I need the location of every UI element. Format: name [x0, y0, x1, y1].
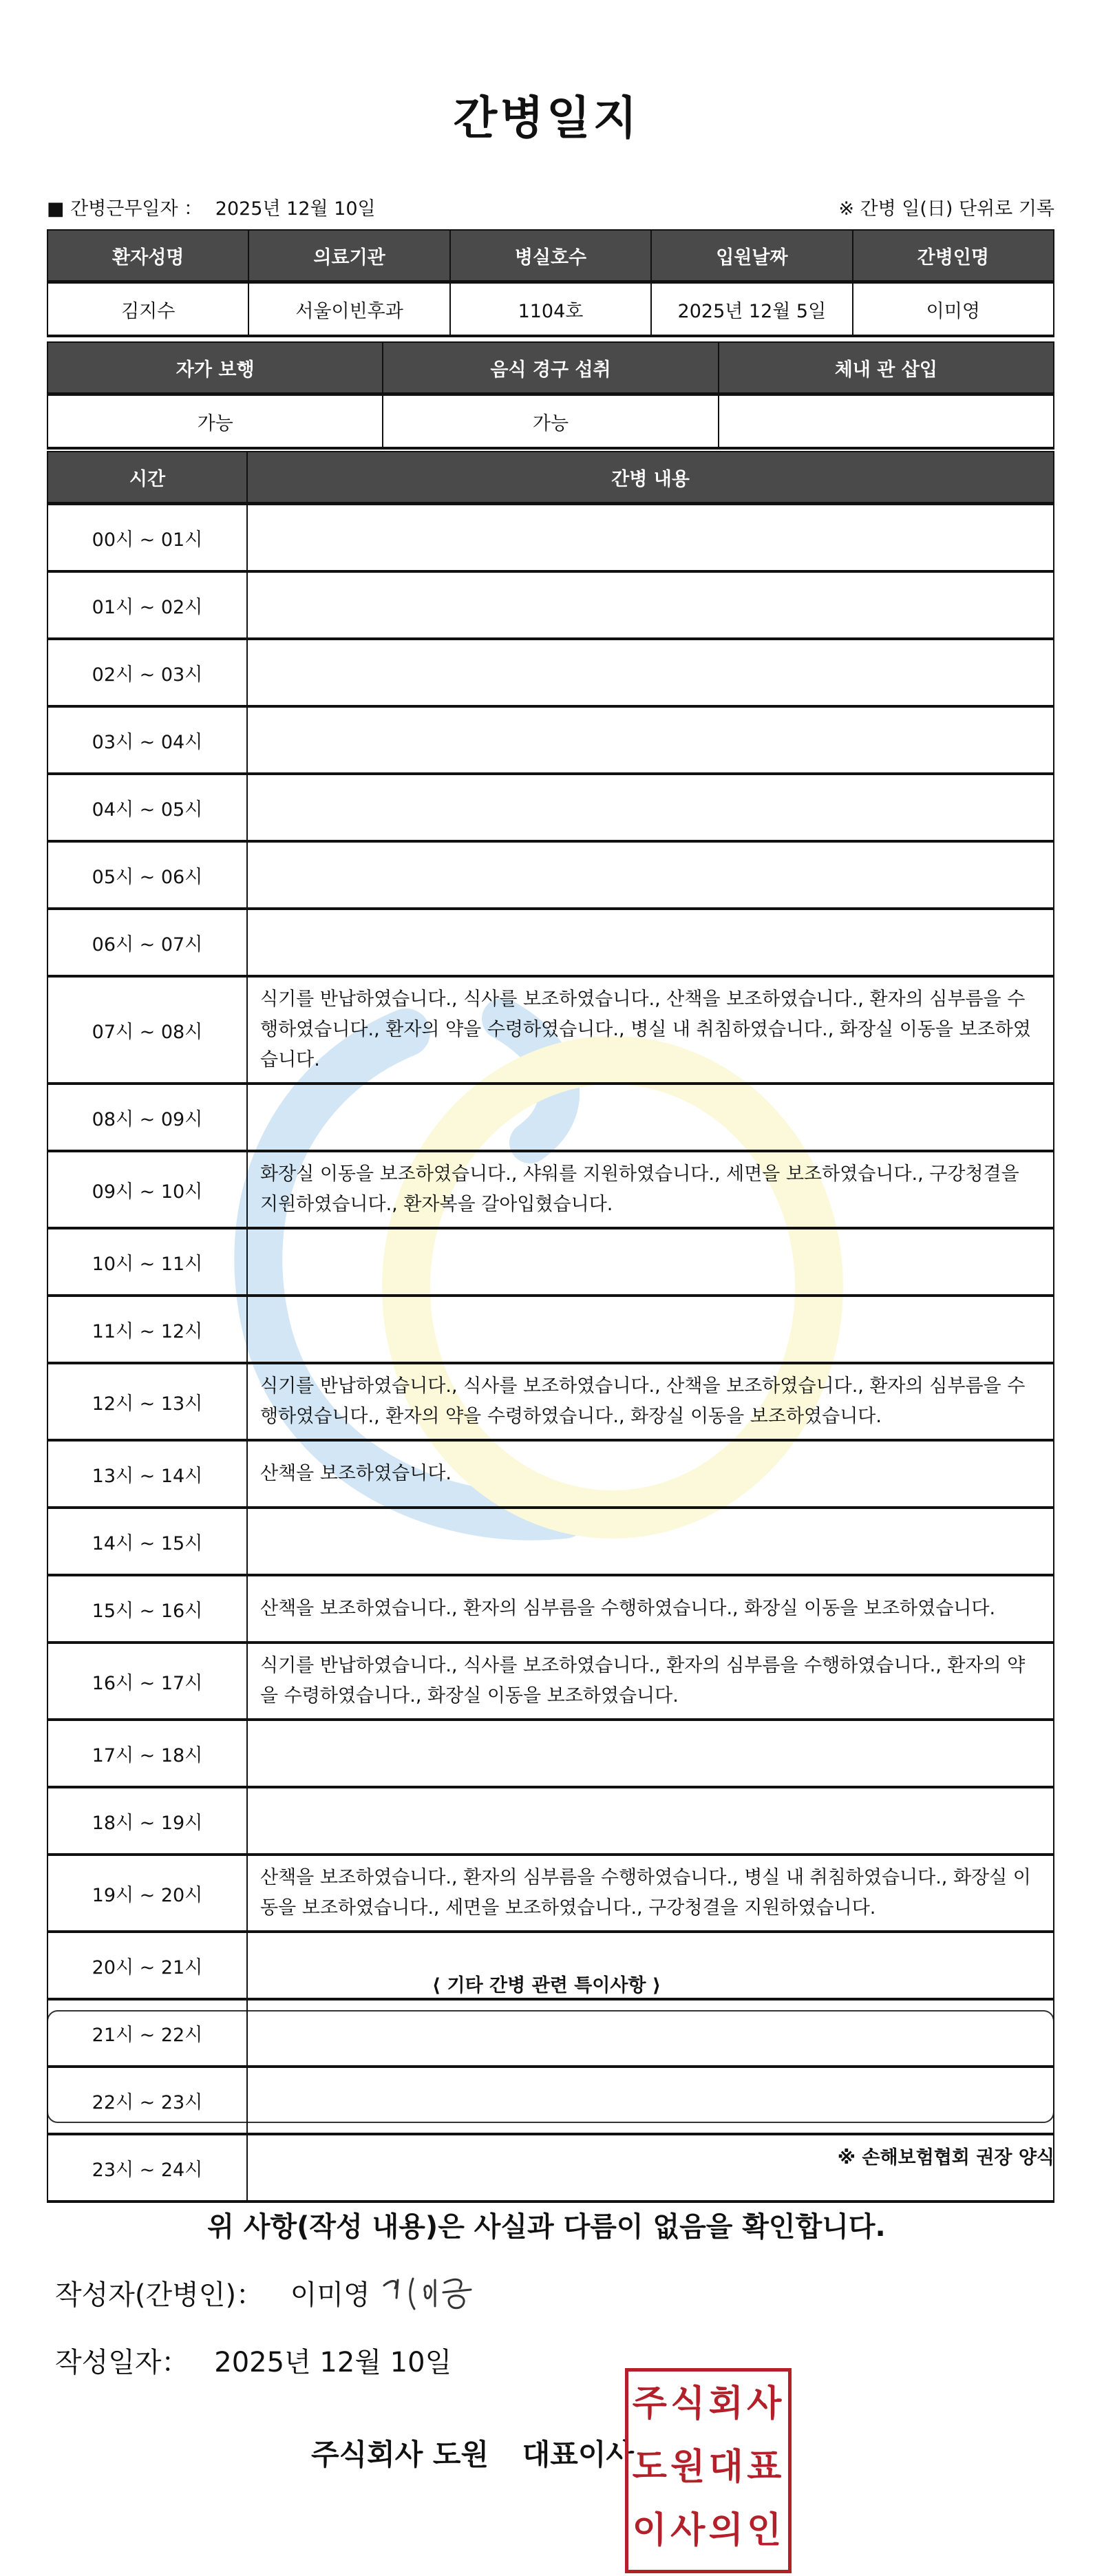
log-row [47, 1508, 1054, 1575]
log-row [47, 1999, 1054, 2067]
confirmation-statement: 위 사항(작성 내용)은 사실과 다름이 없음을 확인합니다. [207, 2211, 886, 2243]
log-content: 식기를 반납하였습니다., 식사를 보조하였습니다., 산책을 보조하였습니다., 환자의 심부름을 수행하였습니다., 환자의 약을 수령하였습니다., 병실 내 취침하였습니다., 화장실 이동을 보조하였습니다. [247, 976, 1054, 1084]
header-oral-intake: 음식 경구 섭취 [383, 342, 718, 394]
header-patient-name: 환자성명 [47, 230, 248, 282]
log-time: 08시 ~ 09시 [47, 1084, 247, 1151]
header-admission-date: 입원날짜 [651, 230, 852, 282]
log-row [47, 1084, 1054, 1151]
log-row [47, 1151, 1054, 1228]
log-content [247, 2067, 1054, 2134]
log-time: 22시 ~ 23시 [47, 2067, 247, 2134]
log-content [247, 504, 1054, 572]
log-content [247, 1084, 1054, 1151]
log-time: 16시 ~ 17시 [47, 1643, 247, 1720]
log-time: 11시 ~ 12시 [47, 1296, 247, 1363]
log-content [247, 1508, 1054, 1575]
seal-char: 인 [747, 2510, 782, 2551]
log-content [247, 2134, 1054, 2202]
writer-label: 작성자(간병인)： [55, 2279, 264, 2311]
representative-title: 대표이사 [522, 2438, 634, 2471]
header-hospital: 의료기관 [248, 230, 449, 282]
work-date [47, 193, 376, 220]
log-time: 18시 ~ 19시 [47, 1787, 247, 1855]
log-row [47, 2067, 1054, 2134]
log-time: 23시 ~ 24시 [47, 2134, 247, 2202]
care-log-table [47, 451, 1054, 2203]
tube-insertion [719, 394, 1054, 449]
log-time: 07시 ~ 08시 [47, 976, 247, 1084]
admission-date: 2025년 12월 5일 [651, 282, 852, 337]
log-row [47, 504, 1054, 572]
header-time: 시간 [47, 452, 247, 504]
oral-intake: 가능 [383, 394, 718, 449]
log-content: 화장실 이동을 보조하였습니다., 샤워를 지원하였습니다., 세면을 보조하였습니다., 구강청결을 지원하였습니다., 환자복을 갈아입혔습니다. [247, 1151, 1054, 1228]
log-content [247, 1720, 1054, 1787]
log-row [47, 571, 1054, 639]
header-room: 병실호수 [450, 230, 651, 282]
log-row [47, 1787, 1054, 1855]
written-date-value: 2025년 12월 10일 [214, 2347, 452, 2378]
log-content: 산책을 보조하였습니다. [247, 1440, 1054, 1508]
company-name: 주식회사 도원 [311, 2438, 489, 2471]
log-time: 00시 ~ 01시 [47, 504, 247, 572]
care-log-body [47, 504, 1054, 2202]
header-caregiver-name: 간병인명 [853, 230, 1054, 282]
seal-char: 사 [747, 2383, 782, 2425]
log-content [247, 1228, 1054, 1296]
self-walking: 가능 [47, 394, 383, 449]
header-care-content: 간병 내용 [247, 452, 1054, 504]
record-unit-note: ※ 간병 일(日) 단위로 기록 [838, 198, 1054, 220]
header-tube-insertion: 체내 관 삽입 [719, 342, 1054, 394]
seal-characters [630, 2372, 783, 2562]
log-content [247, 1296, 1054, 1363]
log-content [247, 774, 1054, 841]
seal-char: 이 [632, 2510, 667, 2551]
seal-char: 주 [632, 2383, 667, 2425]
log-content [247, 1932, 1054, 1999]
log-row [47, 1363, 1054, 1440]
log-row [47, 2134, 1054, 2202]
log-content [247, 1999, 1054, 2067]
log-time: 14시 ~ 15시 [47, 1508, 247, 1575]
page-title: 간병일지 [453, 92, 640, 145]
writer-name: 이미영 [290, 2279, 370, 2311]
header-self-walking: 자가 보행 [47, 342, 383, 394]
log-time: 05시 ~ 06시 [47, 841, 247, 909]
log-row [47, 639, 1054, 706]
log-time: 10시 ~ 11시 [47, 1228, 247, 1296]
log-row [47, 1296, 1054, 1363]
recommendation-note: ※ 손해보험협회 권장 양식 [837, 2147, 1054, 2168]
seal-char: 대 [708, 2447, 743, 2488]
seal-char: 회 [708, 2383, 743, 2425]
writer-line [55, 2273, 370, 2312]
seal-char: 의 [708, 2510, 743, 2551]
log-content: 식기를 반납하였습니다., 식사를 보조하였습니다., 환자의 심부름을 수행하였습니다., 환자의 약을 수령하였습니다., 화장실 이동을 보조하였습니다. [247, 1643, 1054, 1720]
log-time: 01시 ~ 02시 [47, 571, 247, 639]
seal-char: 표 [747, 2447, 782, 2488]
company-line [311, 2432, 634, 2473]
log-content: 식기를 반납하였습니다., 식사를 보조하였습니다., 산책을 보조하였습니다., 환자의 심부름을 수행하였습니다., 환자의 약을 수령하였습니다., 화장실 이동을 보조하였습니다. [247, 1363, 1054, 1440]
log-row [47, 706, 1054, 774]
log-time: 12시 ~ 13시 [47, 1363, 247, 1440]
log-time: 15시 ~ 16시 [47, 1575, 247, 1643]
patient-status-table [47, 341, 1054, 450]
log-content [247, 639, 1054, 706]
log-row [47, 1575, 1054, 1643]
log-row [47, 1720, 1054, 1787]
log-time: 13시 ~ 14시 [47, 1440, 247, 1508]
log-row [47, 1932, 1054, 1999]
patient-name: 김지수 [47, 282, 248, 337]
log-row [47, 1440, 1054, 1508]
log-content [247, 706, 1054, 774]
log-row [47, 774, 1054, 841]
log-time: 04시 ~ 05시 [47, 774, 247, 841]
signature [377, 2265, 494, 2320]
seal-char: 원 [670, 2447, 705, 2488]
log-row [47, 1228, 1054, 1296]
log-row [47, 1855, 1054, 1932]
log-content [247, 571, 1054, 639]
log-row [47, 909, 1054, 976]
seal-char: 사 [670, 2510, 705, 2551]
seal-char: 도 [632, 2447, 667, 2488]
seal-char: 식 [670, 2383, 705, 2425]
log-time: 20시 ~ 21시 [47, 1932, 247, 1999]
log-content: 산책을 보조하였습니다., 환자의 심부름을 수행하였습니다., 화장실 이동을 보조하였습니다. [247, 1575, 1054, 1643]
log-time: 03시 ~ 04시 [47, 706, 247, 774]
log-time: 17시 ~ 18시 [47, 1720, 247, 1787]
log-content [247, 909, 1054, 976]
log-time: 09시 ~ 10시 [47, 1151, 247, 1228]
log-time: 06시 ~ 07시 [47, 909, 247, 976]
log-content [247, 841, 1054, 909]
caregiver-name: 이미영 [853, 282, 1054, 337]
log-row [47, 1643, 1054, 1720]
written-date-label: 작성일자： [55, 2347, 189, 2378]
log-time: 19시 ~ 20시 [47, 1855, 247, 1932]
log-time: 21시 ~ 22시 [47, 1999, 247, 2067]
remarks-heading: ⟨ 기타 간병 관련 특이사항 ⟩ [432, 1975, 661, 1996]
log-row [47, 841, 1054, 909]
work-date-value: 2025년 12월 10일 [215, 198, 376, 220]
patient-info-table [47, 229, 1054, 337]
company-seal [625, 2368, 790, 2572]
work-date-label: ■ 간병근무일자 ： [47, 198, 203, 220]
log-content [247, 1787, 1054, 1855]
hospital: 서울이빈후과 [248, 282, 449, 337]
log-content: 산책을 보조하였습니다., 환자의 심부름을 수행하였습니다., 병실 내 취침하였습니다., 화장실 이동을 보조하였습니다., 세면을 보조하였습니다., 구강청결을 지원하였습니다. [247, 1855, 1054, 1932]
written-date-line [55, 2341, 452, 2380]
log-time: 02시 ~ 03시 [47, 639, 247, 706]
log-row [47, 976, 1054, 1084]
room-number: 1104호 [450, 282, 651, 337]
